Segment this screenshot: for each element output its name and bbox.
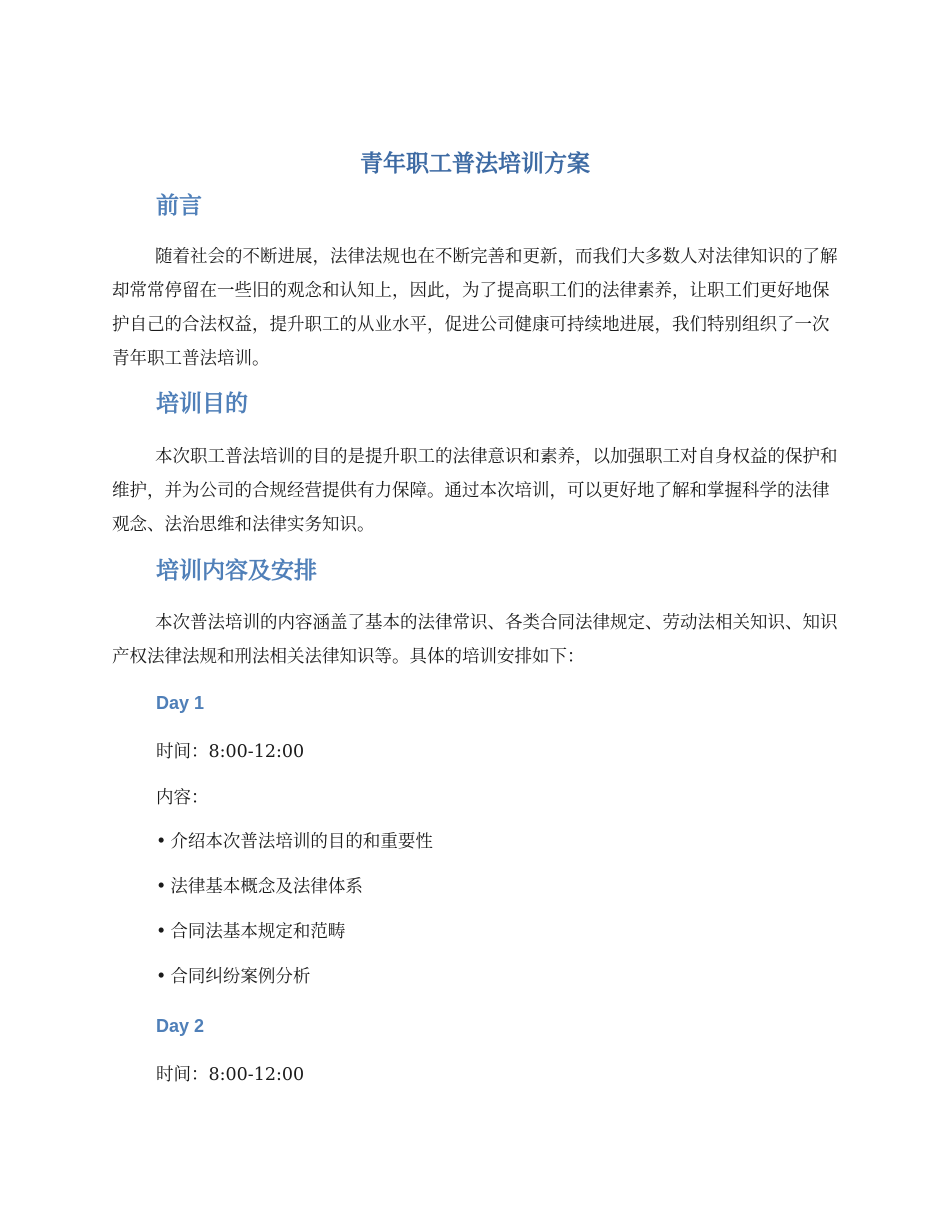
list-item-text: 法律基本概念及法律体系 (170, 877, 363, 897)
list-item (156, 829, 433, 855)
day-heading: Day 1 (156, 693, 205, 713)
bullet-icon: • (156, 877, 167, 897)
list-item (156, 919, 345, 945)
document-title: 青年职工普法培训方案 (360, 151, 590, 177)
list-item (156, 964, 310, 990)
section-heading-content: 培训内容及安排 (156, 558, 317, 584)
day-heading: Day 2 (156, 1016, 205, 1036)
section-paragraph-content: 本次普法培训的内容涵盖了基本的法律常识、各类合同法律规定、劳动法相关知识、知识产权法律法规和刑法相关法律知识等。具体的培训安排如下： (112, 613, 838, 667)
bullet-icon: • (156, 832, 167, 852)
bullet-icon: • (156, 967, 167, 987)
section-paragraph-purpose: 本次职工普法培训的目的是提升职工的法律意识和素养，以加强职工对自身权益的保护和维护，并为公司的合规经营提供有力保障。通过本次培训，可以更好地了解和掌握科学的法律观念、法治思维和法律实务知识。 (112, 447, 838, 535)
section-heading-purpose: 培训目的 (156, 391, 248, 417)
section-paragraph-preface: 随着社会的不断进展，法律法规也在不断完善和更新，而我们大多数人对法律知识的了解却常常停留在一些旧的观念和认知上，因此，为了提高职工们的法律素养，让职工们更好地保护自己的合法权益，提升职工的从业水平，促进公司健康可持续地进展，我们特别组织了一次青年职工普法培训。 (112, 247, 838, 369)
day-time: 时间：8:00-12:00 (156, 742, 305, 762)
bullet-icon: • (156, 922, 167, 942)
day-content-label: 内容： (156, 788, 209, 808)
list-item-text: 合同法基本规定和范畴 (170, 922, 346, 942)
day-time: 时间：8:00-12:00 (156, 1065, 305, 1085)
list-item (156, 874, 363, 900)
section-heading-preface: 前言 (156, 193, 202, 219)
list-item-text: 合同纠纷案例分析 (170, 967, 311, 987)
list-item-text: 介绍本次普法培训的目的和重要性 (170, 832, 433, 852)
